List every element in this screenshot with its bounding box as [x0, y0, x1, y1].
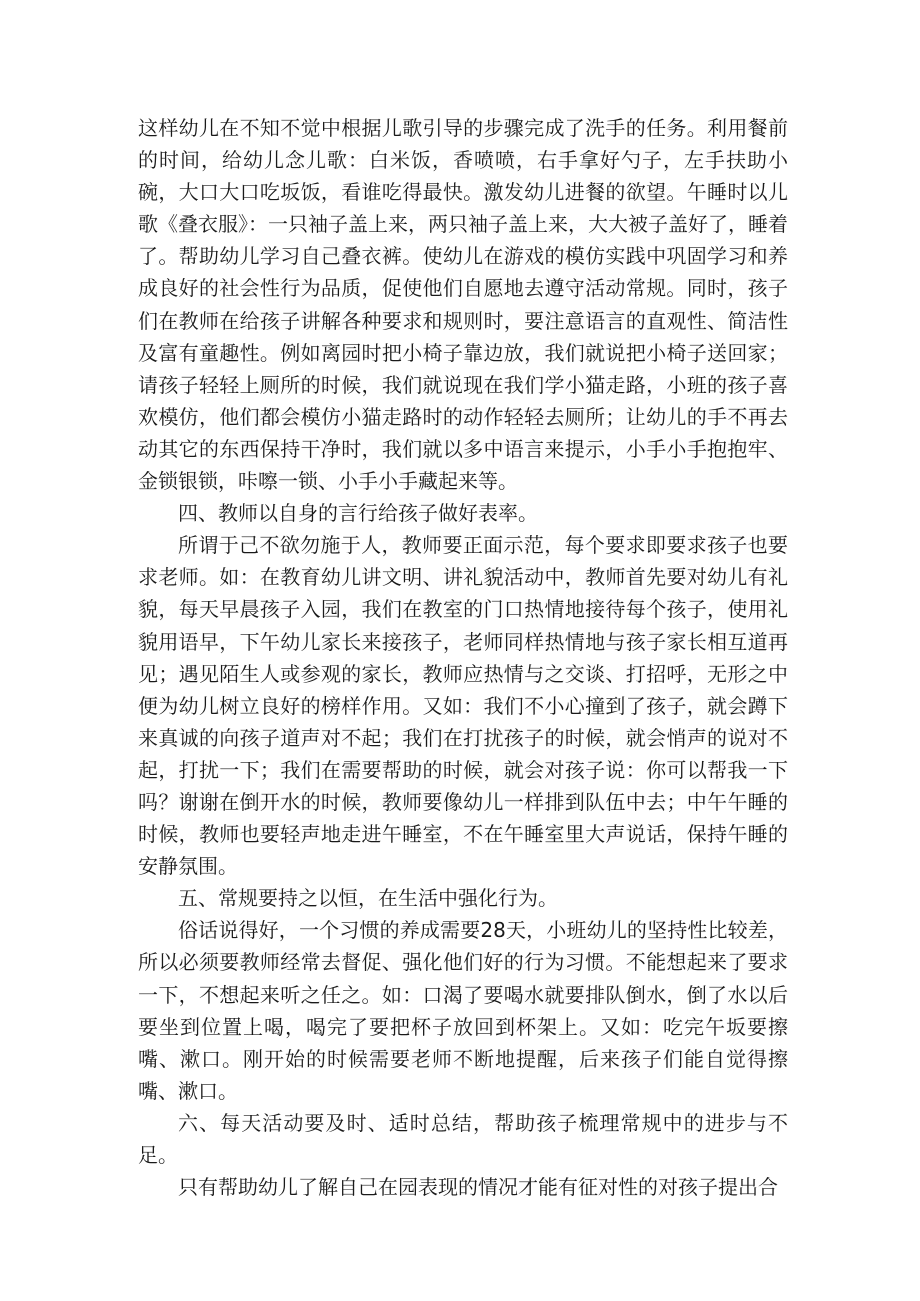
- paragraph-continuation: 这样幼儿在不知不觉中根据儿歌引导的步骤完成了洗手的任务。利用餐前的时间，给幼儿念儿歌：白米饭，香喷喷，右手拿好勺子，左手扶助小碗，大口大口吃坂饭，看谁吃得最快。激发幼儿进餐的欲望。午睡时以儿歌《叠衣服》：一只袖子盖上来，两只袖子盖上来，大大被子盖好了，睡着了。帮助幼儿学习自己叠衣裤。使幼儿在游戏的模仿实践中巩固学习和养成良好的社会性行为品质，促使他们自愿地去遵守活动常规。同时，孩子们在教师在给孩子讲解各种要求和规则时，要注意语言的直观性、简洁性及富有童趣性。例如离园时把小椅子靠边放，我们就说把小椅子送回家；请孩子轻轻上厕所的时候，我们就说现在我们学小猫走路，小班的孩子喜欢模仿，他们都会模仿小猫走路时的动作轻轻去厕所；让幼儿的手不再去动其它的东西保持干净时，我们就以多中语言来提示，小手小手抱抱牢、金锁银锁，咔嚓一锁、小手小手藏起来等。: [138, 116, 788, 494]
- paragraph-section-5: 俗话说得好，一个习惯的养成需要28天，小班幼儿的坚持性比较差，所以必须要教师经常去督促、强化他们好的行为习惯。不能想起来了要求一下，不想起来听之任之。如：口渴了要喝水就要排队倒水，倒了水以后要坐到位置上喝，喝完了要把杯子放回到杯架上。又如：吃完午坂要擦嘴、漱口。刚开始的时候需要老师不断地提醒，后来孩子们能自觉得擦嘴、漱口。: [138, 918, 788, 1103]
- document-body: [138, 112, 788, 1203]
- paragraph-section-4: 所谓于己不欲勿施于人，教师要正面示范，每个要求即要求孩子也要求老师。如：在教育幼儿讲文明、讲礼貌活动中，教师首先要对幼儿有礼貌，每天早晨孩子入园，我们在教室的门口热情地接待每个孩子，使用礼貌用语早，下午幼儿家长来接孩子，老师同样热情地与孩子家长相互道再见；遇见陌生人或参观的家长，教师应热情与之交谈、打招呼，无形之中便为幼儿树立良好的榜样作用。又如：我们不小心撞到了孩子，就会蹲下来真诚的向孩子道声对不起；我们在打扰孩子的时候，就会悄声的说对不起，打扰一下；我们在需要帮助的时候，就会对孩子说：你可以帮我一下吗？谢谢在倒开水的时候，教师要像幼儿一样排到队伍中去；中午午睡的时候，教师也要轻声地走进午睡室，不在午睡室里大声说话，保持午睡的安静氛围。: [138, 533, 788, 879]
- section-heading-6: 六、每天活动要及时、适时总结，帮助孩子梳理常规中的进步与不足。: [138, 1110, 788, 1167]
- section-heading-4: 四、教师以自身的言行给孩子做好表率。: [178, 501, 538, 526]
- paragraph-section-6: 只有帮助幼儿了解自己在园表现的情况才能有征对性的对孩子提出合: [178, 1175, 778, 1200]
- section-heading-5: 五、常规要持之以恒，在生活中强化行为。: [178, 886, 558, 911]
